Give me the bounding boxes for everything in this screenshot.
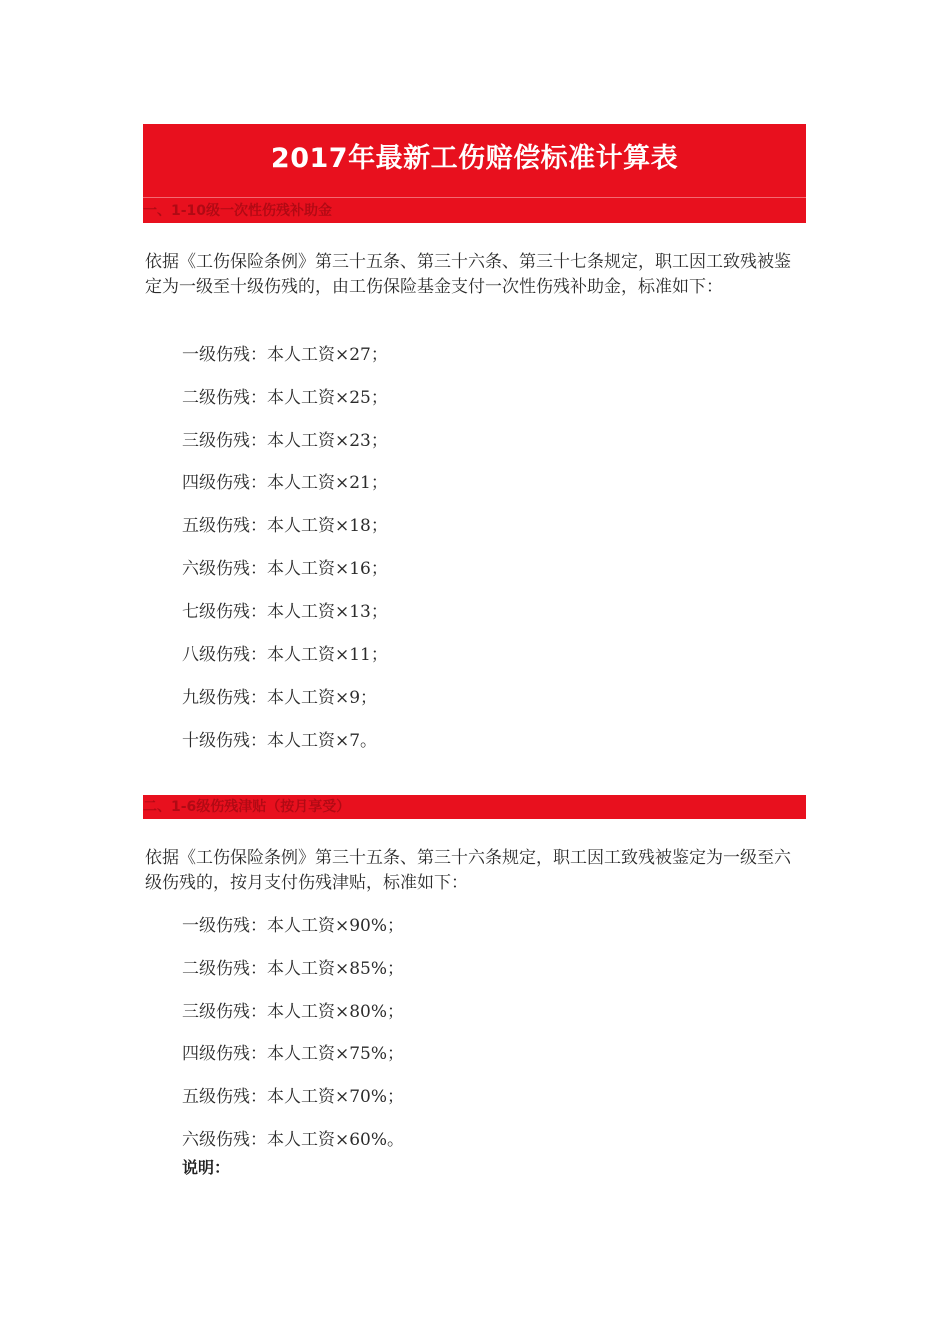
section1-paragraph: 依据《工伤保险条例》第三十五条、第三十六条、第三十七条规定，职工因工致残被鉴定为一级至十级伤残的，由工伤保险基金支付一次性伤残补助金，标准如下： [145,252,791,297]
section1-item-6: 六级伤残：本人工资×16； [182,559,388,579]
section2-heading: 二、1-6级伤残津贴（按月享受） [143,799,351,815]
section1-item-4: 四级伤残：本人工资×21； [182,473,388,493]
section1-item-10: 十级伤残：本人工资×7。 [182,731,378,751]
section1-item-5: 五级伤残：本人工资×18； [182,516,388,536]
section1-item-8: 八级伤残：本人工资×11； [182,645,388,665]
section2-item-5: 五级伤残：本人工资×70%； [182,1087,405,1107]
section1-item-9: 九级伤残：本人工资×9； [182,688,378,708]
section1-item-2: 二级伤残：本人工资×25； [182,388,388,408]
section1-item-1: 一级伤残：本人工资×27； [182,345,388,365]
section1-item-7: 七级伤残：本人工资×13； [182,602,388,622]
section2-item-4: 四级伤残：本人工资×75%； [182,1044,405,1064]
title-banner [143,124,806,223]
section2-item-3: 三级伤残：本人工资×80%； [182,1002,405,1022]
section2-item-1: 一级伤残：本人工资×90%； [182,916,405,936]
section1-item-3: 三级伤残：本人工资×23； [182,431,388,451]
section2-item-2: 二级伤残：本人工资×85%； [182,959,405,979]
section2-item-6: 六级伤残：本人工资×60%。 [182,1130,405,1150]
page-title: 2017年最新工伤赔偿标准计算表 [270,143,679,174]
note-label: 说明： [182,1158,231,1177]
section2-banner [143,795,806,819]
title-divider [143,197,806,198]
section2-paragraph: 依据《工伤保险条例》第三十五条、第三十六条规定，职工因工致残被鉴定为一级至六级伤残的，按月支付伤残津贴，标准如下： [145,848,791,893]
section1-heading: 一、1-10级一次性伤残补助金 [143,203,333,219]
